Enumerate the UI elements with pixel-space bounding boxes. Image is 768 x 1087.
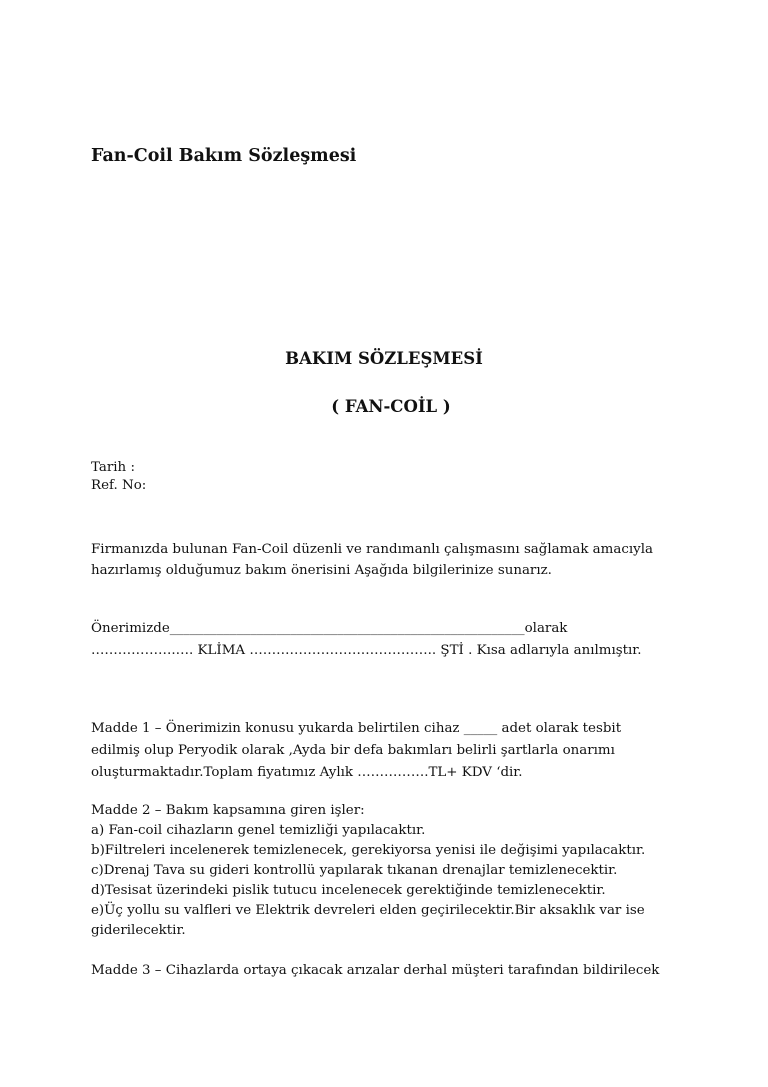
intro-line: Firmanızda bulunan Fan-Coil düzenli ve randımanlı çalışmasını sağlamak amacıyla bbox=[91, 542, 653, 557]
proposal-line: Önerimizde_____________________________________________________olarak bbox=[91, 621, 568, 636]
article-2-item: b)Filtreleri incelenerek temizlenecek, gerekiyorsa yenisi ile değişimi yapılacaktır. bbox=[91, 843, 646, 858]
article-1-line: edilmiş olup Peryodik olarak ,Ayda bir defa bakımları belirli şartlarla onarımı bbox=[91, 743, 615, 758]
article-2-item: giderilecektir. bbox=[91, 923, 186, 938]
article-1-line: oluşturmaktadır.Toplam fiyatımız Aylık …………….TL+ KDV ‘dir. bbox=[91, 765, 523, 780]
document-title: Fan-Coil Bakım Sözleşmesi bbox=[91, 146, 357, 166]
article-2-item: d)Tesisat üzerindeki pislik tutucu incelenecek gerektiğinde temizlenecektir. bbox=[91, 883, 606, 898]
contract-subheading: ( FAN-COİL ) bbox=[331, 397, 451, 416]
ref-label: Ref. No: bbox=[91, 478, 147, 493]
article-2-heading: Madde 2 – Bakım kapsamına giren işler: bbox=[91, 803, 365, 818]
article-1-line: Madde 1 – Önerimizin konusu yukarda belirtilen cihaz _____ adet olarak tesbit bbox=[91, 721, 622, 736]
intro-line: hazırlamış olduğumuz bakım önerisini Aşağıda bilgilerinize sunarız. bbox=[91, 563, 552, 578]
article-2-item: e)Üç yollu su valfleri ve Elektrik devreleri elden geçirilecektir.Bir aksaklık var ise bbox=[91, 903, 645, 918]
article-2-item: a) Fan-coil cihazların genel temizliği yapılacaktır. bbox=[91, 823, 426, 838]
contract-heading: BAKIM SÖZLEŞMESİ bbox=[285, 349, 483, 368]
proposal-line: ……………….…. KLİMA …………………….…………….. ŞTİ . Kısa adlarıyla anılmıştır. bbox=[91, 643, 642, 658]
date-label: Tarih : bbox=[91, 460, 135, 475]
article-2-item: c)Drenaj Tava su gideri kontrollü yapılarak tıkanan drenajlar temizlenecektir. bbox=[91, 863, 618, 878]
article-3-line: Madde 3 – Cihazlarda ortaya çıkacak arızalar derhal müşteri tarafından bildirilecek bbox=[91, 963, 660, 978]
